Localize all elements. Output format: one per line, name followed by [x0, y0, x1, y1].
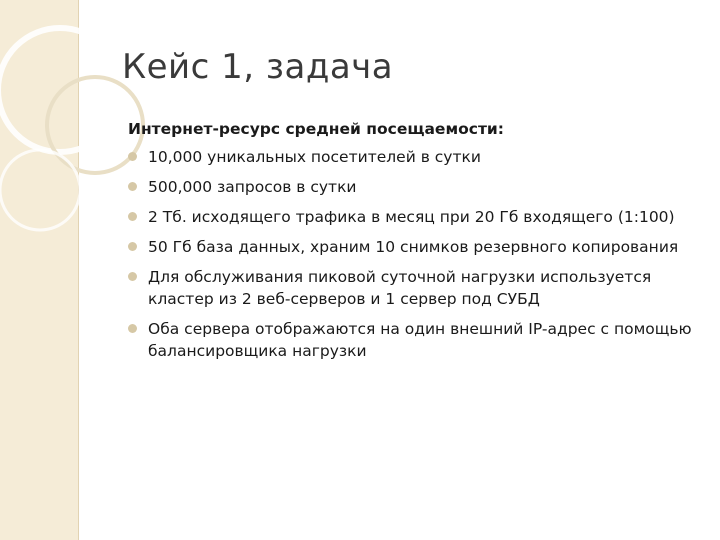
bullet-item: [128, 236, 698, 258]
bullet-list: [128, 146, 698, 362]
slide-content: [128, 118, 698, 370]
bullet-dot-icon: [128, 242, 137, 251]
bullet-text: Для обслуживания пиковой суточной нагрузки используется кластер из 2 веб-серверов и 1 сервер под СУБД: [148, 268, 652, 308]
bullet-text: Оба сервера отображаются на один внешний IP-адрес с помощью балансировщика нагрузки: [148, 320, 692, 360]
intro-text: Интернет-ресурс средней посещаемости:: [128, 120, 504, 138]
bullet-item: [128, 176, 698, 198]
bullet-dot-icon: [128, 212, 137, 221]
bullet-text: 50 Гб база данных, храним 10 снимков резервного копирования: [148, 238, 679, 256]
bullet-dot-icon: [128, 324, 137, 333]
bullet-text: 500,000 запросов в сутки: [148, 178, 357, 196]
bullet-item: [128, 318, 698, 362]
bullet-dot-icon: [128, 272, 137, 281]
bullet-dot-icon: [128, 152, 137, 161]
bullet-item: [128, 266, 698, 310]
bullet-dot-icon: [128, 182, 137, 191]
bullet-text: 10,000 уникальных посетителей в сутки: [148, 148, 481, 166]
bullet-item: [128, 206, 698, 228]
bullet-item: [128, 146, 698, 168]
bullet-text: 2 Тб. исходящего трафика в месяц при 20 Гб входящего (1:100): [148, 208, 675, 226]
slide-title: Кейс 1, задача: [122, 47, 394, 87]
